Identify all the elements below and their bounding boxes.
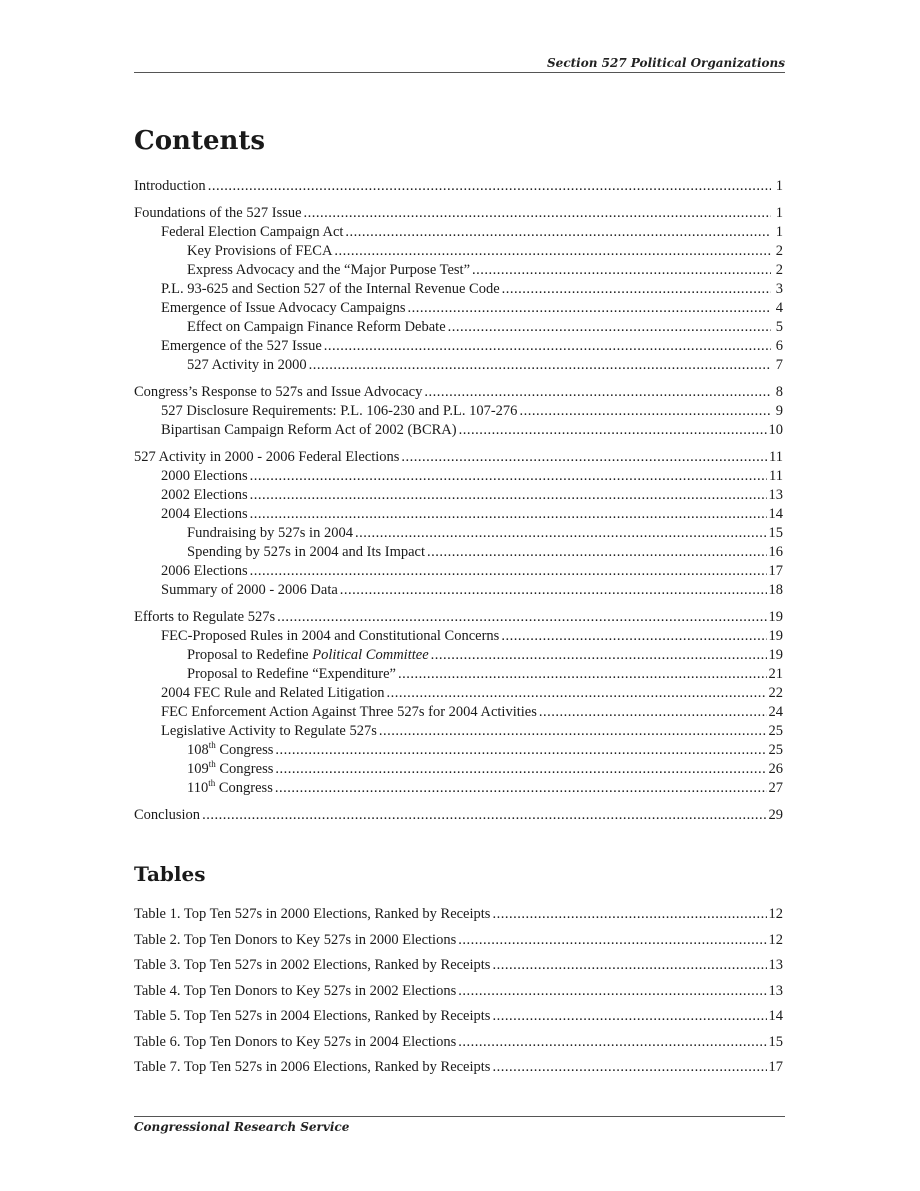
dot-leader (408, 299, 771, 318)
toc-entry[interactable] (134, 543, 783, 562)
entry-title-text: 110 (187, 780, 209, 796)
toc-entry[interactable] (134, 760, 783, 779)
dot-leader (398, 665, 767, 684)
entry-title (161, 722, 377, 741)
entry-page-number: 13 (768, 487, 783, 503)
entry-title-rest: Congress (215, 761, 274, 777)
toc-entry[interactable] (134, 318, 783, 337)
dot-leader (492, 902, 766, 928)
entry-title-text: Emergence of Issue Advocacy Campaigns (161, 300, 406, 316)
entry-title-text: Summary of 2000 - 2006 Data (161, 582, 338, 598)
entry-page-number: 14 (768, 1008, 783, 1024)
entry-title (187, 524, 353, 543)
entry-page-number: 25 (768, 742, 783, 758)
entry-title-text: Conclusion (134, 807, 201, 823)
entry-title-text: FEC Enforcement Action Against Three 527s for 2004 Activities (161, 704, 537, 720)
dot-leader (539, 703, 767, 722)
entry-title (187, 646, 429, 665)
entry-page-number: 12 (768, 931, 783, 948)
entry-title-text: Effect on Campaign Finance Reform Debate (187, 319, 446, 335)
entry-title (187, 665, 396, 684)
entry-title-text: 2000 Elections (161, 468, 248, 484)
entry-title (187, 779, 273, 798)
entry-page-number: 7 (775, 357, 783, 373)
entry-title-text: Proposal to Redefine (187, 647, 313, 663)
toc-entry[interactable] (134, 337, 783, 356)
entry-title-superscript: th (208, 740, 216, 751)
toc-entry[interactable] (134, 242, 783, 261)
entry-title-text: Fundraising by 527s in 2004 (187, 525, 353, 541)
entry-title (187, 356, 307, 375)
entry-title-text: 109 (187, 761, 209, 777)
dot-leader (304, 204, 771, 223)
dot-leader (448, 318, 771, 337)
running-header: Section 527 Political Organizations (547, 56, 785, 70)
entry-page-number: 26 (768, 761, 783, 777)
toc-entry[interactable] (134, 261, 783, 280)
entry-page-number: 5 (775, 319, 783, 335)
entry-title-text: Table 1. Top Ten 527s in 2000 Elections, Ranked by Receipts (134, 906, 491, 922)
entry-page-number: 10 (768, 422, 783, 438)
toc-entry[interactable] (134, 223, 783, 242)
dot-leader (472, 261, 771, 280)
entry-page-number: 19 (768, 628, 783, 644)
entry-title (161, 486, 248, 505)
toc-entry[interactable] (134, 665, 783, 684)
dot-leader (208, 177, 771, 196)
entry-title (161, 467, 248, 486)
dot-leader (502, 280, 771, 299)
dot-leader (458, 1030, 766, 1056)
dot-leader (492, 1055, 766, 1081)
dot-leader (250, 505, 767, 524)
running-footer: Congressional Research Service (134, 1120, 350, 1134)
entry-title-superscript: th (208, 759, 216, 770)
entry-title (187, 760, 273, 779)
entry-title-text: Table 6. Top Ten Donors to Key 527s in 2004 Elections (134, 1033, 457, 1050)
entry-page-number: 13 (768, 982, 783, 999)
entry-page-number: 1 (775, 178, 783, 194)
entry-page-number: 3 (775, 281, 783, 297)
entry-title-italic: Political Committee (312, 647, 429, 663)
dot-leader (277, 608, 766, 627)
entry-title (134, 1055, 490, 1081)
toc-entry[interactable] (134, 467, 783, 486)
entry-title-text: Table 4. Top Ten Donors to Key 527s in 2002 Elections (134, 982, 457, 999)
dot-leader (458, 979, 766, 1005)
toc-entry[interactable] (134, 741, 783, 760)
header-rule (134, 72, 785, 73)
dot-leader (309, 356, 771, 375)
entry-title (161, 280, 500, 299)
dot-leader (355, 524, 767, 543)
entry-title (161, 402, 517, 421)
entry-title-text: Express Advocacy and the “Major Purpose Test” (187, 262, 471, 278)
toc-entry[interactable] (134, 524, 783, 543)
dot-leader (275, 760, 766, 779)
entry-title-rest: Congress (215, 742, 274, 758)
entry-title (161, 684, 385, 703)
entry-title-text: Legislative Activity to Regulate 527s (161, 723, 377, 739)
entry-title-text: Proposal to Redefine “Expenditure” (187, 666, 396, 682)
entry-page-number: 16 (768, 544, 783, 560)
entry-title-text: 2004 FEC Rule and Related Litigation (161, 685, 385, 701)
dot-leader (519, 402, 771, 421)
toc-entry[interactable] (134, 383, 783, 402)
entry-title (161, 562, 248, 581)
entry-title-text: 527 Disclosure Requirements: P.L. 106-230 and P.L. 107-276 (161, 403, 518, 419)
entry-page-number: 14 (768, 506, 783, 522)
toc-entry[interactable] (134, 402, 783, 421)
entry-page-number: 12 (768, 906, 783, 922)
tables-list (134, 902, 783, 1081)
entry-title-text: Introduction (134, 178, 206, 194)
entry-page-number: 1 (775, 224, 783, 240)
entry-title-text: Congress’s Response to 527s and Issue Advocacy (134, 384, 423, 400)
entry-page-number: 19 (768, 609, 783, 625)
toc-entry[interactable] (134, 299, 783, 318)
table-entry[interactable] (134, 953, 783, 979)
entry-title (134, 448, 399, 467)
toc-entry[interactable] (134, 779, 783, 798)
entry-title (161, 299, 406, 318)
toc-entry[interactable] (134, 684, 783, 703)
entry-title (134, 383, 422, 402)
toc-entry[interactable] (134, 448, 783, 467)
toc-entry[interactable] (134, 177, 783, 196)
entry-title (134, 177, 206, 196)
entry-title (134, 608, 275, 627)
entry-title-text: P.L. 93-625 and Section 527 of the Internal Revenue Code (161, 281, 500, 297)
toc-entry[interactable] (134, 806, 783, 825)
toc-entry[interactable] (134, 280, 783, 299)
entry-page-number: 8 (775, 384, 783, 400)
entry-page-number: 4 (775, 300, 783, 316)
dot-leader (345, 223, 771, 242)
entry-title (134, 928, 456, 954)
entry-title (187, 741, 273, 760)
entry-title-text: 527 Activity in 2000 - 2006 Federal Elections (134, 449, 400, 465)
entry-title-text: 2006 Elections (161, 563, 248, 579)
entry-page-number: 2 (775, 243, 783, 259)
dot-leader (250, 486, 767, 505)
entry-page-number: 25 (768, 723, 783, 739)
entry-title-text: Bipartisan Campaign Reform Act of 2002 (BCRA) (161, 422, 457, 438)
entry-title-superscript: th (208, 778, 216, 789)
entry-title (187, 242, 332, 261)
entry-page-number: 21 (768, 666, 783, 682)
table-entry[interactable] (134, 1030, 783, 1056)
entry-title-text: Table 2. Top Ten Donors to Key 527s in 2000 Elections (134, 931, 457, 948)
entry-page-number: 18 (768, 582, 783, 598)
entry-title (134, 953, 490, 979)
table-entry[interactable] (134, 1055, 783, 1081)
toc-entry[interactable] (134, 505, 783, 524)
table-entry[interactable] (134, 902, 783, 928)
entry-title (187, 261, 470, 280)
table-entry[interactable] (134, 1004, 783, 1030)
entry-page-number: 13 (768, 957, 783, 973)
entry-title (187, 318, 446, 337)
entry-title (134, 806, 200, 825)
entry-title-rest: Congress (215, 780, 273, 796)
toc-entry[interactable] (134, 356, 783, 375)
dot-leader (492, 1004, 766, 1030)
entry-page-number: 15 (768, 525, 783, 541)
entry-title (134, 1004, 490, 1030)
entry-title (134, 979, 456, 1005)
entry-title-text: 2002 Elections (161, 487, 248, 503)
entry-page-number: 11 (769, 449, 783, 465)
entry-page-number: 15 (768, 1033, 783, 1050)
dot-leader (401, 448, 767, 467)
dot-leader (250, 467, 767, 486)
dot-leader (379, 722, 767, 741)
entry-title-text: Spending by 527s in 2004 and Its Impact (187, 544, 426, 560)
entry-page-number: 2 (775, 262, 783, 278)
toc-entry[interactable] (134, 646, 783, 665)
dot-leader (458, 928, 766, 954)
dot-leader (459, 421, 767, 440)
entry-page-number: 22 (768, 685, 783, 701)
dot-leader (427, 543, 766, 562)
entry-page-number: 27 (768, 780, 783, 796)
entry-page-number: 19 (768, 647, 783, 663)
entry-page-number: 6 (775, 338, 783, 354)
dot-leader (250, 562, 767, 581)
entry-title-text: Table 3. Top Ten 527s in 2002 Elections, Ranked by Receipts (134, 957, 491, 973)
tables-heading: Tables (134, 862, 206, 886)
entry-page-number: 17 (768, 563, 783, 579)
entry-title (134, 1030, 456, 1056)
dot-leader (424, 383, 771, 402)
dot-leader (387, 684, 767, 703)
toc-entry[interactable] (134, 703, 783, 722)
entry-title-text: Federal Election Campaign Act (161, 224, 344, 240)
dot-leader (492, 953, 766, 979)
entry-title (161, 421, 457, 440)
contents-heading: Contents (134, 126, 266, 156)
table-entry[interactable] (134, 979, 783, 1005)
entry-title (161, 337, 322, 356)
toc-entry[interactable] (134, 627, 783, 646)
entry-title (161, 505, 248, 524)
entry-title-text: Key Provisions of FECA (187, 243, 333, 259)
dot-leader (501, 627, 766, 646)
entry-title (187, 543, 425, 562)
toc-entry[interactable] (134, 722, 783, 741)
entry-title-text: Table 5. Top Ten 527s in 2004 Elections, Ranked by Receipts (134, 1008, 491, 1024)
entry-title (134, 902, 490, 928)
contents-list (134, 177, 783, 825)
toc-entry[interactable] (134, 581, 783, 600)
dot-leader (202, 806, 766, 825)
toc-entry[interactable] (134, 486, 783, 505)
entry-page-number: 1 (775, 205, 783, 221)
dot-leader (275, 779, 767, 798)
entry-page-number: 11 (769, 468, 783, 484)
entry-title-text: Table 7. Top Ten 527s in 2006 Elections, Ranked by Receipts (134, 1059, 491, 1075)
entry-page-number: 17 (768, 1059, 783, 1075)
entry-title (161, 223, 343, 242)
toc-entry[interactable] (134, 562, 783, 581)
entry-title-text: FEC-Proposed Rules in 2004 and Constitutional Concerns (161, 628, 500, 644)
entry-title-text: 527 Activity in 2000 (187, 357, 307, 373)
dot-leader (340, 581, 767, 600)
entry-title (134, 204, 302, 223)
footer-rule (134, 1116, 785, 1117)
toc-entry[interactable] (134, 204, 783, 223)
entry-page-number: 24 (768, 704, 783, 720)
dot-leader (275, 741, 766, 760)
entry-title (161, 581, 338, 600)
entry-title-text: Foundations of the 527 Issue (134, 205, 302, 221)
toc-entry[interactable] (134, 608, 783, 627)
table-entry[interactable] (134, 928, 783, 954)
dot-leader (324, 337, 771, 356)
entry-title-text: Emergence of the 527 Issue (161, 338, 322, 354)
entry-page-number: 29 (768, 807, 783, 823)
entry-title-text: 2004 Elections (161, 506, 248, 522)
entry-title-text: Efforts to Regulate 527s (134, 609, 276, 625)
entry-page-number: 9 (775, 403, 783, 419)
dot-leader (334, 242, 771, 261)
toc-entry[interactable] (134, 421, 783, 440)
entry-title (161, 627, 499, 646)
entry-title-text: 108 (187, 742, 209, 758)
dot-leader (431, 646, 767, 665)
entry-title (161, 703, 537, 722)
